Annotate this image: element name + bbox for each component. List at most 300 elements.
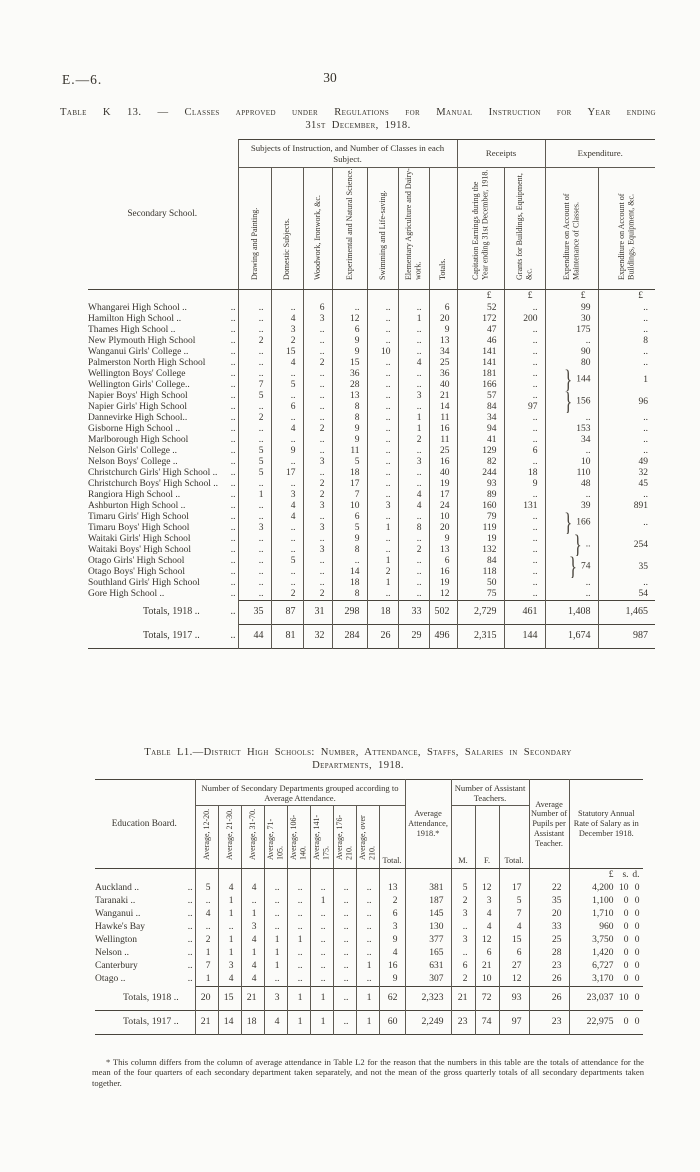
value-cell: .. (303, 413, 332, 424)
column-header-swimming-label: Swimming and Life-saving. (377, 190, 387, 280)
value-cell: .. (545, 589, 598, 601)
value-cell: 3 (241, 921, 264, 934)
value-cell: 19 (429, 479, 457, 490)
value-cell: .. (238, 545, 271, 556)
value-cell: 1 (218, 895, 241, 908)
value-cell: .. (367, 402, 398, 413)
leader-dots: .. (230, 490, 236, 500)
value-cell (356, 869, 379, 883)
value-cell: 10 (545, 457, 598, 468)
school-row (88, 413, 655, 424)
totals-row (88, 625, 655, 649)
value-cell: 298 (332, 601, 367, 625)
value-cell: 19 (429, 578, 457, 589)
row-label (88, 534, 238, 545)
value-cell: .. (310, 947, 333, 960)
leader-dots: .. (230, 358, 236, 368)
value-cell: 79 (457, 512, 504, 523)
school-row (88, 534, 655, 545)
value-cell (271, 290, 303, 304)
value-cell: 11 (332, 446, 367, 457)
value-cell: 97 (499, 1011, 529, 1035)
column-header-woodwork (303, 168, 332, 290)
value-cell: 4 (264, 1011, 287, 1035)
value-cell: 3 (303, 545, 332, 556)
value-cell: .. (271, 534, 303, 545)
value-cell: 6 (271, 402, 303, 413)
value-cell: 129 (457, 446, 504, 457)
value-cell: 2 (271, 589, 303, 601)
value-cell: 7 (332, 490, 367, 501)
row-label-text: Rangiora High School .. (88, 490, 181, 500)
value-cell: .. (398, 325, 429, 336)
value-cell: .. (545, 336, 598, 347)
value-cell: 4 (379, 947, 405, 960)
school-row (88, 424, 655, 435)
pounds-value: 3,170 (592, 974, 614, 984)
value-cell: 20 (429, 314, 457, 325)
value-cell: 5 (499, 895, 529, 908)
value-cell: 34 (457, 413, 504, 424)
pounds-value: 22,975 (586, 1016, 614, 1027)
value-cell: .. (310, 960, 333, 973)
value-cell (451, 869, 475, 883)
value-cell: 20 (195, 987, 218, 1011)
value-cell: .. (398, 303, 429, 314)
row-label-text: Hawke's Bay (95, 922, 145, 932)
value-cell: 130 (405, 921, 451, 934)
value-cell: 119 (457, 523, 504, 534)
value-cell: 2,729 (457, 601, 504, 625)
value-cell: 381 (405, 882, 451, 895)
value-cell: 27 (499, 960, 529, 973)
value-cell: 2 (303, 479, 332, 490)
column-header-avg-176-210 (333, 806, 356, 869)
value-cell: 9 (379, 934, 405, 947)
value-cell (287, 869, 310, 883)
value-cell (303, 290, 332, 304)
value-cell: .. (504, 457, 545, 468)
value-cell: .. (367, 336, 398, 347)
value-cell: .. (264, 973, 287, 987)
group-header-expenditure: Expenditure. (545, 140, 655, 168)
value-cell (241, 869, 264, 883)
board-row (95, 908, 643, 921)
value-cell: 12 (429, 589, 457, 601)
value: 156 (576, 396, 591, 407)
value-cell: 14 (218, 1011, 241, 1035)
value-cell: 4 (271, 512, 303, 523)
row-label (88, 325, 238, 336)
value-cell: 49 (598, 457, 655, 468)
column-header-avg-over-210 (356, 806, 379, 869)
value-cell: 1 (367, 523, 398, 534)
value-cell: .. (238, 402, 271, 413)
column-header-avg-71-105 (264, 806, 287, 869)
value-cell: 2 (303, 424, 332, 435)
value-cell (310, 869, 333, 883)
column-header-domestic (271, 168, 303, 290)
leader-dots: .. (230, 629, 236, 641)
row-label-text: Otago Boys' High School (88, 567, 185, 577)
shillings-value: 0 (623, 948, 629, 958)
column-header-avg-21-30 (218, 806, 241, 869)
value-cell: 631 (405, 960, 451, 973)
value-cell: .. (238, 512, 271, 523)
row-label (88, 435, 238, 446)
value-cell: .. (598, 325, 655, 336)
value-cell: .. (303, 402, 332, 413)
value-cell: 12 (499, 973, 529, 987)
value-cell: .. (195, 921, 218, 934)
value-cell: .. (504, 556, 545, 567)
value-cell: 5 (238, 457, 271, 468)
table-l1-footnote: * This column differs from the column of average attendance in Table L2 for the reason that the numbers in this table are the totals of attendance for the mean of the four quarters of each secondary department taken separately, and not the mean of the gross quarterly totals of all secondary departments taken together. (92, 1056, 644, 1088)
pence-value: d. (632, 870, 640, 880)
salary-cell (569, 908, 643, 921)
value-cell: 1 (310, 987, 333, 1011)
value-cell: 3 (367, 501, 398, 512)
value-cell: 6 (499, 947, 529, 960)
value-cell: 54 (598, 589, 655, 601)
row-label (88, 336, 238, 347)
table-l1-body (95, 869, 643, 1035)
value-cell: .. (241, 895, 264, 908)
value-cell: .. (332, 556, 367, 567)
board-row (95, 895, 643, 908)
row-label (95, 908, 195, 921)
value-cell (598, 512, 655, 534)
value-cell: .. (398, 446, 429, 457)
value-cell: 1 (195, 947, 218, 960)
group-header-row (95, 780, 643, 806)
value-cell: .. (333, 895, 356, 908)
school-row (88, 457, 655, 468)
value-cell: 3 (238, 523, 271, 534)
value-cell: .. (367, 589, 398, 601)
page-number: 30 (323, 70, 337, 85)
board-row (95, 947, 643, 960)
column-header-avg-over-210-label: Average, over 210. (358, 815, 377, 860)
value-cell: 18 (332, 578, 367, 589)
value-cell (598, 556, 655, 578)
value-cell: 3 (303, 501, 332, 512)
value-cell: .. (398, 402, 429, 413)
value-cell: 1 (398, 413, 429, 424)
value-cell: 44 (238, 625, 271, 649)
leader-dots: .. (230, 556, 236, 566)
value-cell: 5 (271, 380, 303, 391)
leader-dots: .. (230, 380, 236, 390)
shillings-value: 0 (623, 922, 629, 932)
value-cell: 9 (332, 424, 367, 435)
row-label (88, 457, 238, 468)
value-cell: .. (504, 413, 545, 424)
brace: } (573, 534, 582, 556)
table-l1 (95, 779, 643, 1035)
value-cell: 4 (271, 358, 303, 369)
column-header-statutory-salary: Statutory Annual Rate of Salary as in December 1918. (569, 780, 643, 869)
board-row (95, 934, 643, 947)
value-cell: .. (598, 578, 655, 589)
value-cell: 1 (195, 973, 218, 987)
school-row (88, 556, 655, 567)
value-cell: .. (598, 424, 655, 435)
salary-cell (569, 869, 643, 883)
row-label (88, 380, 238, 391)
table-k13-title (60, 106, 656, 132)
value-cell: .. (264, 882, 287, 895)
row-label-text: Waitaki Girls' High School (88, 534, 191, 544)
value-cell: 153 (545, 424, 598, 435)
row-label-text: Otago .. (95, 974, 126, 985)
value-cell: 6 (475, 947, 499, 960)
value-cell: 57 (457, 391, 504, 402)
row-label (88, 479, 238, 490)
value-cell (545, 369, 598, 391)
value-cell: .. (398, 556, 429, 567)
value-cell: 2 (271, 336, 303, 347)
totals-row (95, 1011, 643, 1035)
leader-dots: .. (187, 896, 193, 906)
value-cell: .. (545, 446, 598, 457)
group-header-departments: Number of Secondary Departments grouped according to Average Attendance. (195, 780, 405, 806)
pounds-value: 3,750 (592, 935, 614, 945)
value-cell: 1 (218, 908, 241, 921)
leader-dots: .. (230, 606, 236, 617)
column-header-woodwork-label: Woodwork, Ironwork, &c. (312, 195, 322, 280)
currency-row (95, 869, 643, 883)
row-label (95, 869, 195, 883)
value-cell: 4 (475, 908, 499, 921)
value-cell: 8 (332, 545, 367, 556)
leader-dots: .. (230, 512, 236, 522)
value-cell: 1 (238, 490, 271, 501)
pounds-value: £ (608, 870, 614, 880)
school-row (88, 336, 655, 347)
row-label (88, 501, 238, 512)
value-cell: .. (504, 589, 545, 601)
value-cell: .. (271, 523, 303, 534)
value-cell: 21 (429, 391, 457, 402)
leader-dots: .. (230, 435, 236, 445)
value-cell (398, 290, 429, 304)
row-label (95, 1011, 195, 1035)
leader-dots: .. (230, 567, 236, 577)
value-cell: .. (545, 578, 598, 589)
value-cell: .. (238, 578, 271, 589)
pence-value: 0 (634, 935, 640, 945)
value-cell: .. (287, 882, 310, 895)
value-cell (379, 869, 405, 883)
value-cell: 3 (271, 490, 303, 501)
row-label (88, 424, 238, 435)
value-cell: .. (271, 413, 303, 424)
row-label-text: Waitaki Boys' High School (88, 545, 192, 555)
value-cell: 3 (475, 895, 499, 908)
value-cell: .. (367, 391, 398, 402)
value-cell: .. (398, 567, 429, 578)
value-cell: 84 (457, 402, 504, 413)
value-cell: 9 (271, 446, 303, 457)
value-cell: .. (398, 578, 429, 589)
value-cell: .. (303, 435, 332, 446)
value-cell: .. (303, 336, 332, 347)
value-cell: 1 (264, 934, 287, 947)
value-cell: 987 (598, 625, 655, 649)
value-cell: 2 (238, 413, 271, 424)
value-cell: 5 (238, 446, 271, 457)
value-cell: 36 (429, 369, 457, 380)
value-cell: 1 (398, 424, 429, 435)
value-cell: .. (238, 567, 271, 578)
value-cell: .. (303, 512, 332, 523)
shillings-value: s. (622, 870, 629, 880)
value-cell: 24 (429, 501, 457, 512)
column-header-departments-total: Total. (379, 806, 405, 869)
row-label-text: Wanganui .. (95, 909, 141, 919)
value-cell: .. (504, 534, 545, 545)
brace: } (568, 556, 578, 578)
value-cell: .. (303, 347, 332, 358)
column-header-expenditure-maintenance (545, 168, 598, 290)
value-cell (545, 556, 598, 578)
value-cell: .. (271, 369, 303, 380)
value-cell: .. (504, 567, 545, 578)
row-label (88, 391, 238, 402)
leader-dots: .. (230, 336, 236, 346)
pence-value: 0 (634, 922, 640, 932)
value-cell (218, 869, 241, 883)
value-cell: 23 (451, 1011, 475, 1035)
salary-cell (569, 960, 643, 973)
row-label (88, 402, 238, 413)
value-cell: .. (367, 457, 398, 468)
value-cell: 14 (332, 567, 367, 578)
shillings-value: 0 (623, 974, 629, 984)
value: 1 (643, 374, 649, 385)
salary-cell (569, 1011, 643, 1035)
value-cell: 10 (475, 973, 499, 987)
value-cell: .. (504, 347, 545, 358)
value-cell: .. (545, 413, 598, 424)
value-cell: 1 (310, 1011, 333, 1035)
table-k13-body (88, 290, 655, 649)
group-header-receipts: Receipts (457, 140, 545, 168)
value-cell: 6 (504, 446, 545, 457)
column-header-avg-21-30-label: Average, 21-30. (224, 808, 234, 860)
value-cell: 9 (429, 325, 457, 336)
value-cell: 118 (457, 567, 504, 578)
shillings-value: 10 (619, 883, 629, 893)
row-label-text: Thames High School .. (88, 325, 176, 335)
value-cell: .. (367, 479, 398, 490)
value-cell: 172 (457, 314, 504, 325)
value-cell: .. (598, 435, 655, 446)
value-cell: .. (271, 391, 303, 402)
row-label (88, 290, 238, 304)
pounds-value: 23,037 (586, 992, 614, 1003)
value-cell: .. (598, 358, 655, 369)
value-cell: .. (451, 921, 475, 934)
school-row (88, 578, 655, 589)
value-cell: 4 (475, 921, 499, 934)
value-cell: 3 (264, 987, 287, 1011)
value-cell: .. (504, 325, 545, 336)
row-label (95, 882, 195, 895)
value-cell: 25 (429, 358, 457, 369)
value-cell: 12 (475, 882, 499, 895)
row-label-text: Auckland .. (95, 883, 140, 893)
value-cell: 1 (287, 1011, 310, 1035)
value-cell: .. (303, 534, 332, 545)
column-header-male-teachers: M. (451, 806, 475, 869)
value-cell (545, 534, 598, 556)
value-cell: 93 (499, 987, 529, 1011)
value-cell (598, 369, 655, 391)
leader-dots: .. (230, 424, 236, 434)
table-k13 (88, 139, 655, 649)
value-cell: 11 (429, 435, 457, 446)
value-cell: 28 (332, 380, 367, 391)
table-l1-header (95, 780, 643, 869)
value-cell: 4 (218, 882, 241, 895)
value-cell: .. (333, 947, 356, 960)
value-cell: 5 (332, 457, 367, 468)
row-label-text: Nelson .. (95, 948, 130, 958)
value-cell: 3 (451, 934, 475, 947)
value-cell: .. (287, 973, 310, 987)
value-cell: .. (238, 358, 271, 369)
column-header-experimental (332, 168, 367, 290)
row-label-text: Whangarei High School .. (88, 303, 187, 313)
row-label-text: Gisborne High School .. (88, 424, 181, 434)
value-cell: .. (367, 468, 398, 479)
school-row (88, 435, 655, 446)
leader-dots: .. (230, 413, 236, 423)
value-cell: 23 (529, 960, 569, 973)
value-cell: 4 (218, 973, 241, 987)
value-cell: 110 (545, 468, 598, 479)
row-label-text: Christchurch Girls' High School .. (88, 468, 218, 478)
column-header-totals (429, 168, 457, 290)
row-label (88, 369, 238, 380)
value: 74 (581, 561, 591, 572)
pence-value: 0 (634, 948, 640, 958)
column-header-grants-label: Grants for Buildings, Equipment, &c. (515, 173, 534, 280)
value-cell: 21 (195, 1011, 218, 1035)
value-cell: .. (367, 358, 398, 369)
value-cell: .. (303, 369, 332, 380)
column-header-expenditure-buildings-label: Expenditure on Account of Buildings, Equipment, &c. (617, 193, 636, 280)
value-cell: 1 (367, 556, 398, 567)
value-cell: 99 (545, 303, 598, 314)
value-cell: .. (356, 934, 379, 947)
row-label-text: Wanganui Girls' College .. (88, 347, 189, 357)
value-cell: .. (264, 921, 287, 934)
row-label (88, 468, 238, 479)
value-cell: 4 (271, 424, 303, 435)
value-cell: 3 (398, 391, 429, 402)
leader-dots: .. (230, 369, 236, 379)
row-label-text: Totals, 1918 .. (123, 991, 179, 1003)
value-cell (332, 290, 367, 304)
value-cell: 1,408 (545, 601, 598, 625)
value-cell: 1 (241, 947, 264, 960)
value-cell: .. (238, 589, 271, 601)
value-cell: 6 (429, 556, 457, 567)
value-cell (598, 391, 655, 413)
